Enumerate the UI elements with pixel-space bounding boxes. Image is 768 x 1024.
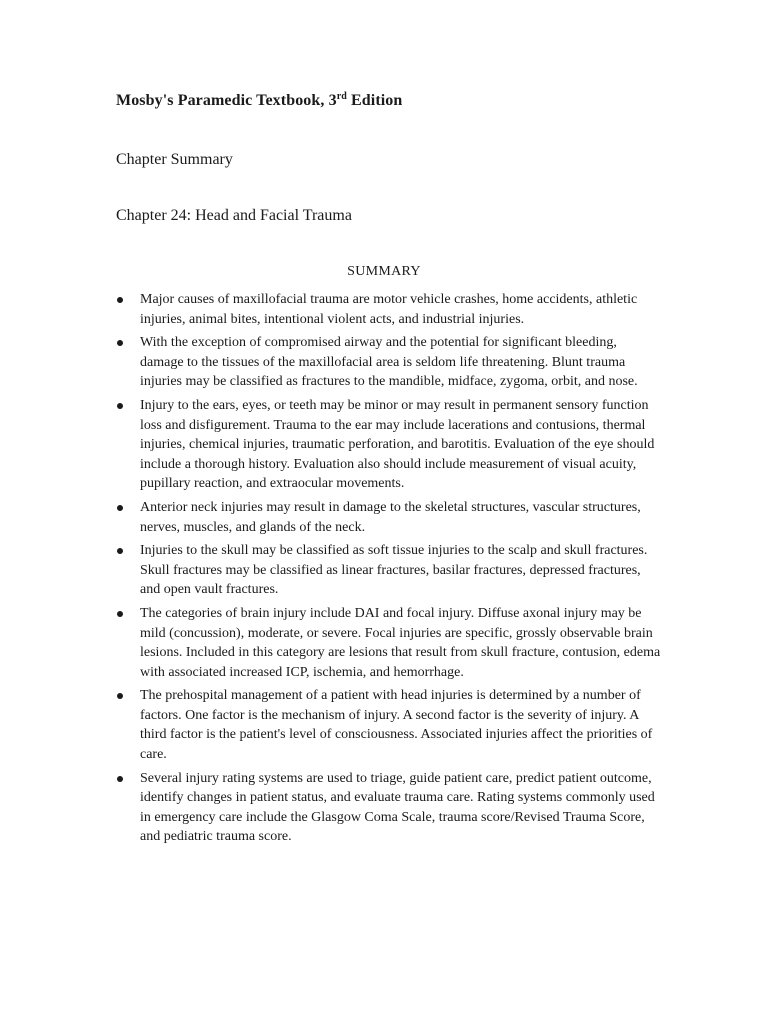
bullet-text: With the exception of compromised airway and the potential for significant bleeding, damage to the tissues of the maxillofacial area is seldom life threatening. Blunt trauma injuries may be classified as fractures to the mandible, midface, zygoma, orbit, and nose. xyxy=(140,335,638,390)
bullet-text: Anterior neck injuries may result in damage to the skeletal structures, vascular structures, nerves, muscles, and glands of the neck. xyxy=(140,499,641,535)
summary-heading: SUMMARY xyxy=(347,264,421,279)
bullet-icon xyxy=(117,403,123,409)
edition-superscript: rd xyxy=(336,91,347,102)
bullet-icon xyxy=(117,693,123,699)
bullet-icon xyxy=(117,611,123,617)
bullet-text: Major causes of maxillofacial trauma are motor vehicle crashes, home accidents, athletic injuries, animal bites, intentional violent acts, and industrial injuries. xyxy=(140,292,638,327)
summary-bullet xyxy=(116,604,661,682)
summary-bullet-list xyxy=(116,290,661,851)
summary-bullet xyxy=(116,498,661,537)
bullet-icon xyxy=(117,340,123,346)
edition-suffix: Edition xyxy=(346,92,403,109)
summary-bullet xyxy=(116,396,661,494)
bullet-text: The categories of brain injury include DAI and focal injury. Diffuse axonal injury may be mild (concussion), moderate, or severe. Focal injuries are specific, grossly observable brain lesions. Included in this category are lesions that result from skull fracture, contusion, edema with associated increased ICP, ischemia, and hemorrhage. xyxy=(140,605,661,680)
bullet-text: The prehospital management of a patient with head injuries is determined by a number of factors. One factor is the mechanism of injury. A second factor is the severity of injury. A third factor is the patient's level of consciousness. Associated injuries affect the priorities of care. xyxy=(140,688,653,763)
summary-bullet xyxy=(116,290,661,329)
bullet-text: Injury to the ears, eyes, or teeth may be minor or may result in permanent sensory function loss and disfigurement. Trauma to the ear may include lacerations and contusions, thermal injuries, chemical injuries, traumatic perforation, and barotitis. Evaluation of the eye should include a thorough history. Evaluation also should include measurement of visual acuity, pupillary reaction, and extraocular movements. xyxy=(140,397,655,492)
bullet-text: Injuries to the skull may be classified as soft tissue injuries to the scalp and skull fractures. Skull fractures may be classified as linear fractures, basilar fractures, depressed fractures, and open vault fractures. xyxy=(140,543,648,598)
bullet-icon xyxy=(117,548,123,554)
summary-bullet xyxy=(116,333,661,392)
summary-bullet xyxy=(116,769,661,847)
bullet-icon xyxy=(117,776,123,782)
section-label: Chapter Summary xyxy=(116,151,233,168)
book-title-text: Mosby's Paramedic Textbook, 3 xyxy=(116,92,337,109)
chapter-title: Chapter 24: Head and Facial Trauma xyxy=(116,207,352,224)
summary-bullet xyxy=(116,541,661,600)
book-title xyxy=(116,92,402,110)
summary-bullet xyxy=(116,686,661,764)
bullet-text: Several injury rating systems are used to triage, guide patient care, predict patient outcome, identify changes in patient status, and evaluate trauma care. Rating systems commonly used in emergency care include the Glasgow Coma Scale, trauma score/Revised Trauma Score, and pediatric trauma score. xyxy=(140,770,655,845)
bullet-icon xyxy=(117,505,123,511)
bullet-icon xyxy=(117,297,123,303)
